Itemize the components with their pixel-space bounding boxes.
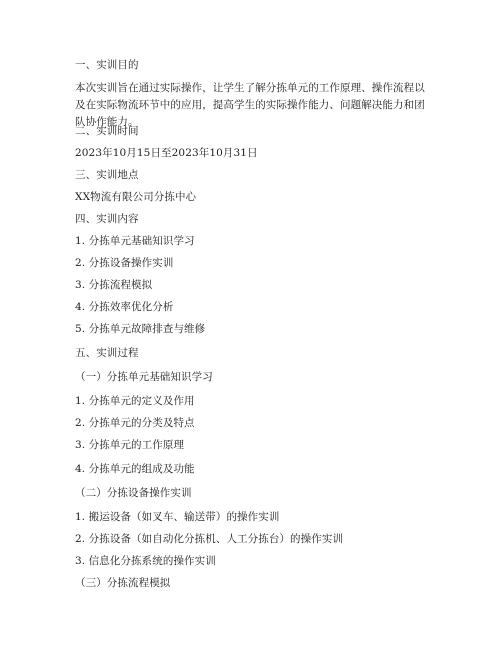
content-list-item: 3. 分拣流程模拟 (75, 279, 153, 291)
purpose-paragraph: 本次实训旨在通过实际操作，让学生了解分拣单元的工作原理、操作流程以及在实际物流环节中的应用，提高学生的实际操作能力、问题解决能力和团队协作能力。 (75, 82, 425, 128)
content-list-item: 5. 分拣单元故障排查与维修 (75, 323, 206, 335)
subsection-heading-basics: （一）分拣单元基础知识学习 (75, 371, 213, 383)
basics-list-item: 2. 分拣单元的分类及特点 (75, 417, 195, 429)
content-list-item: 1. 分拣单元基础知识学习 (75, 235, 195, 247)
equipment-list-item: 2. 分拣设备（如自动化分拣机、人工分拣台）的操作实训 (75, 533, 344, 545)
section-heading-time: 二、实训时间 (75, 125, 139, 137)
basics-list-item: 3. 分拣单元的工作原理 (75, 439, 185, 451)
section-heading-process: 五、实训过程 (75, 347, 139, 359)
subsection-heading-simulation: （三）分拣流程模拟 (75, 577, 171, 589)
training-location: XX物流有限公司分拣中心 (75, 191, 197, 203)
equipment-list-item: 3. 信息化分拣系统的操作实训 (75, 555, 216, 567)
training-dates: 2023年10月15日至2023年10月31日 (75, 147, 258, 159)
section-heading-location: 三、实训地点 (75, 169, 139, 181)
content-list-item: 4. 分拣效率优化分析 (75, 301, 174, 313)
section-heading-content: 四、实训内容 (75, 213, 139, 225)
basics-list-item: 1. 分拣单元的定义及作用 (75, 395, 195, 407)
section-heading-purpose: 一、实训目的 (75, 59, 139, 71)
content-list-item: 2. 分拣设备操作实训 (75, 257, 174, 269)
equipment-list-item: 1. 搬运设备（如叉车、输送带）的操作实训 (75, 511, 280, 523)
basics-list-item: 4. 分拣单元的组成及功能 (75, 463, 195, 475)
subsection-heading-equipment: （二）分拣设备操作实训 (75, 487, 192, 499)
